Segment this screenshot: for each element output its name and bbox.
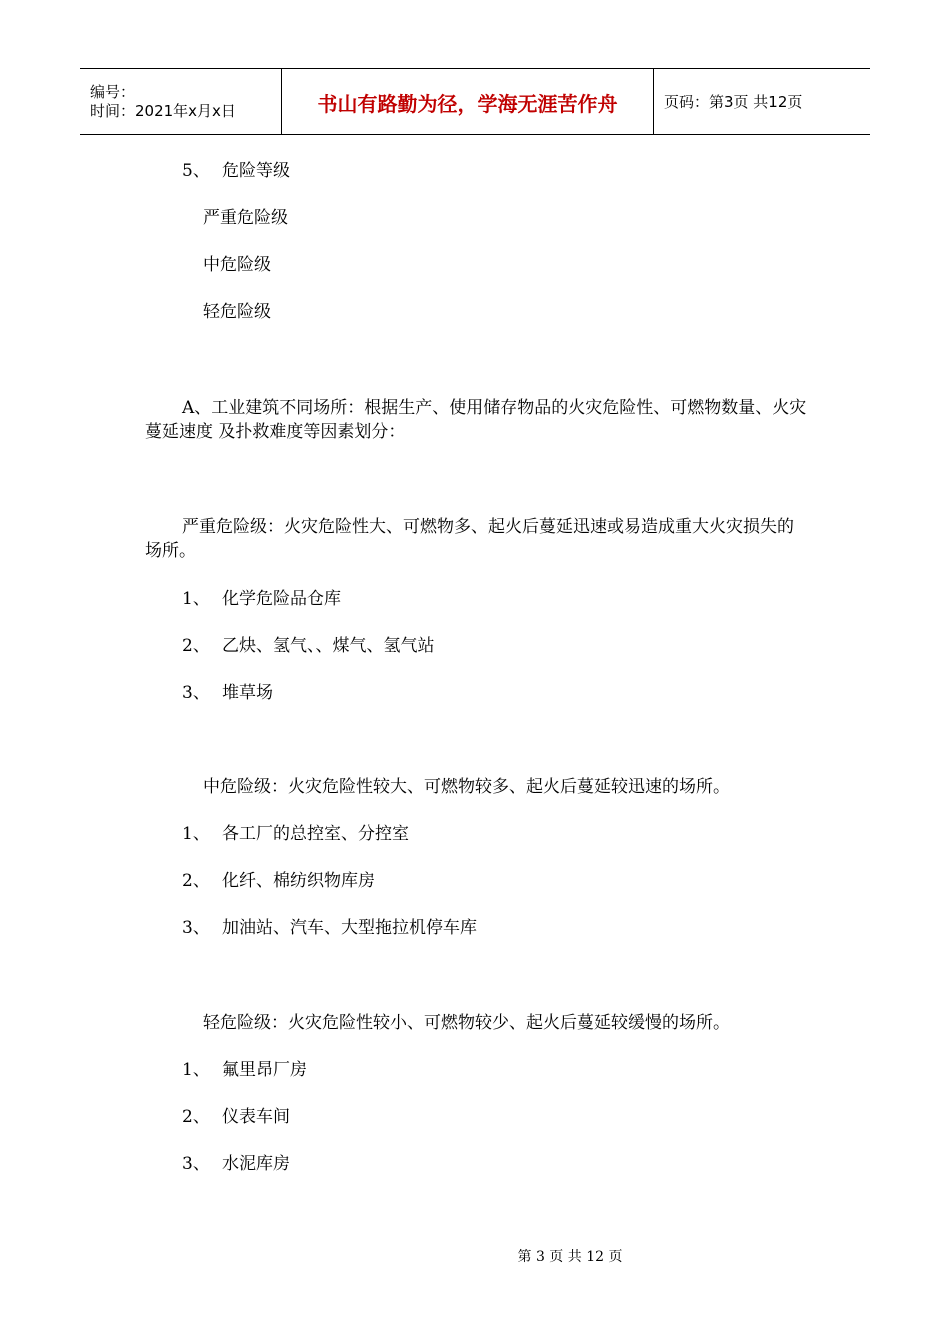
- list-item-number: 2、: [182, 871, 210, 891]
- light-description: 轻危险级：火灾危险性较小、可燃物较少、起火后蔓延较缓慢的场所。: [203, 1013, 730, 1033]
- motto-text: 书山有路勤为径，学海无涯苦作舟: [317, 92, 618, 116]
- header-motto: [282, 69, 654, 134]
- document-time-label: 时间：2021年x月x日: [90, 101, 236, 120]
- list-item-text: 各工厂的总控室、分控室: [222, 824, 409, 844]
- level-item: 中危险级: [203, 255, 271, 275]
- document-number-label: 编号：: [90, 82, 136, 101]
- section-heading: [182, 160, 290, 183]
- list-item-text: 仪表车间: [222, 1107, 290, 1127]
- level-item: 严重危险级: [203, 208, 288, 228]
- list-item: [182, 917, 477, 940]
- page-header: [80, 68, 870, 135]
- list-item-text: 加油站、汽车、大型拖拉机停车库: [222, 918, 477, 938]
- list-item-number: 3、: [182, 683, 210, 703]
- list-item-number: 3、: [182, 918, 210, 938]
- footer-page-number: 第 3 页 共 12 页: [517, 1249, 623, 1265]
- list-item-number: 2、: [182, 1107, 210, 1127]
- list-item-number: 1、: [182, 589, 210, 609]
- section-number: 5、: [182, 161, 210, 181]
- level-item: 轻危险级: [203, 302, 271, 322]
- list-item-number: 3、: [182, 1154, 210, 1174]
- severe-description: 严重危险级：火灾危险性大、可燃物多、起火后蔓延迅速或易造成重大火灾损失的场所。: [145, 517, 794, 561]
- section-title: 危险等级: [222, 161, 290, 181]
- intro-paragraph: A、工业建筑不同场所：根据生产、使用储存物品的火灾危险性、可燃物数量、火灾蔓延速度 及扑救难度等因素划分：: [145, 398, 807, 442]
- list-item-text: 乙炔、氢气、、煤气、氢气站: [222, 636, 435, 656]
- list-item-number: 2、: [182, 636, 210, 656]
- medium-description: 中危险级：火灾危险性较大、可燃物较多、起火后蔓延较迅速的场所。: [203, 777, 730, 797]
- list-item: [182, 1106, 290, 1129]
- page-info-text: 页码：第3页 共12页: [664, 93, 803, 111]
- list-item: [182, 870, 375, 893]
- list-item: [182, 682, 273, 705]
- list-item-text: 化学危险品仓库: [222, 589, 341, 609]
- header-page-info: [654, 69, 870, 134]
- list-item: [182, 823, 409, 846]
- list-item: [182, 588, 341, 611]
- list-item: [182, 1059, 307, 1082]
- list-item-text: 堆草场: [222, 683, 273, 703]
- header-meta: [80, 69, 282, 134]
- list-item: [182, 635, 435, 658]
- list-item-text: 水泥库房: [222, 1154, 290, 1174]
- list-item-number: 1、: [182, 1060, 210, 1080]
- list-item-number: 1、: [182, 824, 210, 844]
- page-footer: [0, 1246, 950, 1266]
- list-item-text: 化纤、棉纺织物库房: [222, 871, 375, 891]
- list-item-text: 氟里昂厂房: [222, 1060, 307, 1080]
- list-item: [182, 1153, 290, 1176]
